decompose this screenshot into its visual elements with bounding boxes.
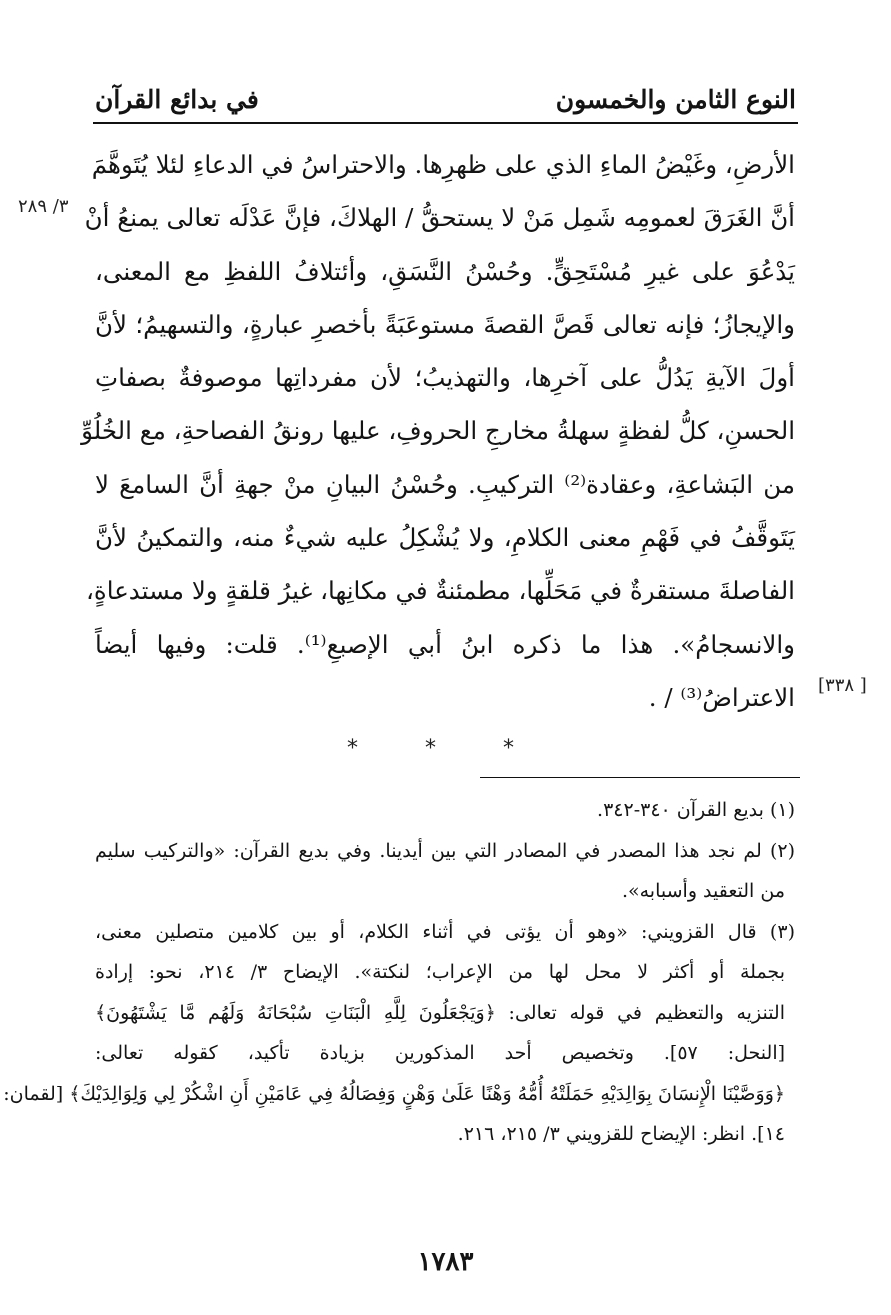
text-line: يَتَوقَّفُ في فَهْمِ معنى الكلامِ، ولا يُشْكِلُ عليه شيءٌ منه، والتمكينُ لأنَّ [95, 523, 795, 553]
footnote-line: ١٤]. انظر: الإيضاح للقزويني ٣/ ٢١٥، ٢١٦. [457, 1123, 785, 1145]
text-line: الفاصلةَ مستقرةٌ في مَحَلِّها، مطمئنةٌ في مكانِها، غيرُ قلقةٍ ولا مستدعاةٍ، [85, 576, 795, 606]
text-line: الحسنِ، كلُّ لفظةٍ سهلةُ مخارجِ الحروفِ، عليها رونقُ الفصاحةِ، مع الخُلُوِّ [81, 416, 795, 446]
text-line: الأرضِ، وغَيْضُ الماءِ الذي على ظهرِها. والاحتراسُ في الدعاءِ لئلا يُتَوهَّمَ [91, 150, 795, 179]
footnote-line: من التعقيد وأسبابه». [621, 880, 785, 902]
footnote-line: [النحل: ٥٧]. وتخصيص أحد المذكورين بزيادة تأكيد، كقوله تعالى: [95, 1042, 786, 1064]
footnote-line: (٣) قال القزويني: «وهو أن يؤتى في أثناء الكلام، أو بين كلامين متصلين معنى، [95, 920, 795, 943]
footnote-line: (١) بديع القرآن ٣٤٠-٣٤٢. [597, 799, 795, 821]
page-number: ١٧٨٣ [417, 1247, 474, 1277]
text-line: يَدْعُوَ على غيرِ مُسْتَحِقٍّ. وحُسْنُ النَّسَقِ، وأئتلافُ اللفظِ مع المعنى، [95, 256, 795, 286]
chapter-title: النوع الثامن والخمسون [555, 85, 796, 114]
text-line: والانسجامُ». هذا ما ذكره ابنُ أبي الإصبعِ⁽¹⁾. قلت: وفيها أيضاً [95, 629, 795, 659]
footnotes [3, 790, 795, 1155]
text-line: أولَ الآيةِ يَدُلُّ على آخرِها، والتهذيبُ؛ لأن مفرداتِها موصوفةٌ بصفاتِ [95, 363, 795, 393]
text-line: والإيجازُ؛ فإنه تعالى قَصَّ القصةَ مستوعَبَةً بأخصرِ عبارةٍ، والتسهيمُ؛ لأنَّ [95, 309, 795, 339]
footnote-line: ﴿وَوَصَّيْنَا الْإِنسَانَ بِوَالِدَيْهِ حَمَلَتْهُ أُمُّهُ وَهْنًا عَلَىٰ وَهْنٍ وَفِصَالُهُ فِي عَامَيْنِ أَنِ اشْكُرْ لِي وَلِوَالِدَيْكَ﴾ [لقمان: [3, 1082, 785, 1105]
main-text [81, 138, 795, 724]
volume-page-marker: ٣/ ٢٨٩ [18, 196, 69, 217]
footnote-line: التنزيه والتعظيم في قوله تعالى: ﴿وَيَجْعَلُونَ لِلَّهِ الْبَنَاتِ سُبْحَانَهُ وَلَهُم مَّا يَشْتَهُونَ﴾ [95, 1001, 785, 1024]
text-line: أنَّ الغَرَقَ لعمومِه شَمِل مَنْ لا يستحقُّ / الهلاكَ، فإنَّ عَدْلَه تعالى يمنعُ أنْ [84, 203, 795, 233]
header-divider [93, 122, 798, 124]
section-separator-stars: * * * [347, 736, 544, 761]
text-line: الاعتراضُ⁽³⁾ / . [648, 682, 795, 712]
text-line: من البَشاعةِ، وعقادة⁽²⁾ التركيبِ. وحُسْنُ البيانِ منْ جهةِ أنَّ السامعَ لا [95, 469, 795, 499]
footnote-divider [480, 777, 800, 778]
footnote-line: بجملة أو أكثر لا محل لها من الإعراب؛ لنكتة». الإيضاح ٣/ ٢١٤، نحو: إرادة [95, 961, 785, 983]
manuscript-folio-marker: [٣٣٨ ] [818, 675, 867, 696]
book-section-title: في بدائع القرآن [95, 85, 259, 114]
footnote-line: (٢) لم نجد هذا المصدر في المصادر التي بين أيدينا. وفي بديع القرآن: «والتركيب سليم [95, 839, 795, 862]
running-header [95, 66, 796, 114]
